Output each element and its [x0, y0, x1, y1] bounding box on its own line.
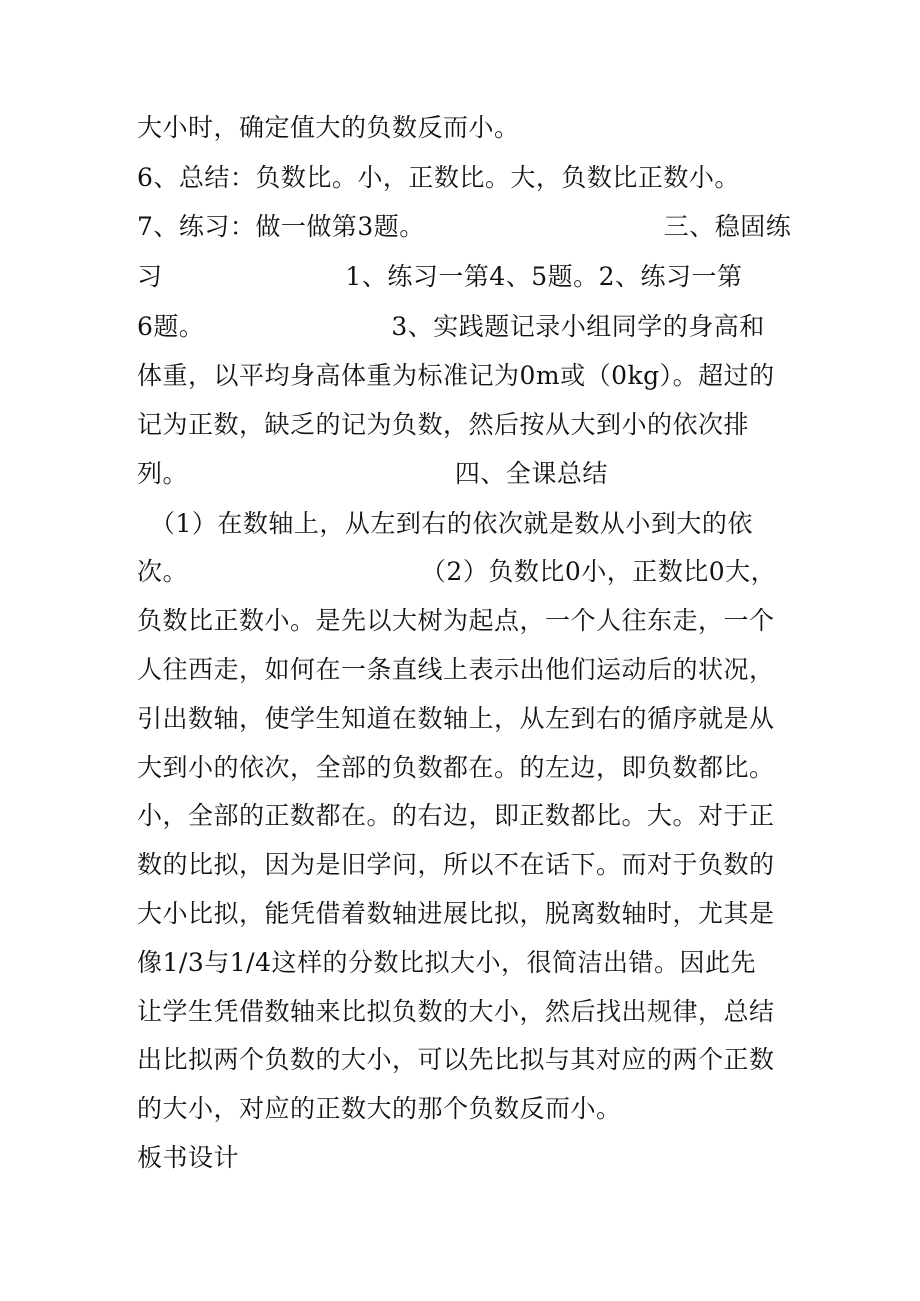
text-line-22: 板书设计	[137, 1143, 240, 1172]
text-line-9: （1）在数轴上，从左到右的依次就是数从小到大的依	[150, 509, 753, 538]
text-line-17: 大小比拟，能凭借着数轴进展比拟，脱离数轴时，尤其是	[137, 899, 775, 928]
text-line-10-part-a: 次。	[137, 557, 189, 586]
text-line-1: 大小时，确定值大的负数反而小。	[137, 113, 520, 142]
text-line-4	[137, 262, 743, 292]
text-line-5-part-b: 3、实践题记录小组同学的身高和	[391, 312, 765, 341]
text-line-19: 让学生凭借数轴来比拟负数的大小，然后找出规律，总结	[137, 997, 775, 1026]
text-line-8	[137, 459, 608, 489]
text-line-14: 大到小的依次，全部的负数都在。的左边，即负数都比。	[137, 753, 775, 782]
text-line-5-part-a: 6题。	[137, 312, 205, 341]
text-line-8-part-b: 四、全课总结	[454, 459, 608, 488]
text-line-18: 像1/3与1/4这样的分数比拟大小，很简洁出错。因此先	[137, 948, 756, 977]
text-line-3-part-a: 7、练习：做一做第3题。	[137, 212, 425, 241]
text-line-4-part-b: 1、练习一第4、5题。2、练习一第	[345, 262, 743, 291]
text-line-10-part-b: （2）负数比0小，正数比0大，	[420, 557, 777, 586]
text-line-12: 人往西走，如何在一条直线上表示出他们运动后的状况，	[137, 655, 775, 684]
text-line-10	[137, 557, 776, 587]
text-line-13: 引出数轴，使学生知道在数轴上，从左到右的循序就是从	[137, 704, 775, 733]
text-line-6: 体重，以平均身高体重为标准记为0m或（0kg）。超过的	[137, 361, 775, 390]
text-line-11: 负数比正数小。是先以大树为起点，一个人往东走，一个	[137, 606, 775, 635]
text-line-7: 记为正数，缺乏的记为负数，然后按从大到小的依次排	[137, 410, 750, 439]
text-line-3-part-b: 三、稳固练	[663, 212, 792, 241]
text-line-15: 小，全部的正数都在。的右边，即正数都比。大。对于正	[137, 801, 775, 830]
text-line-2: 6、总结：负数比。小，正数比。大，负数比正数小。	[137, 163, 740, 192]
text-line-16: 数的比拟，因为是旧学问，所以不在话下。而对于负数的	[137, 850, 775, 879]
text-line-20: 出比拟两个负数的大小，可以先比拟与其对应的两个正数	[137, 1045, 775, 1074]
text-line-4-part-a: 习	[137, 262, 163, 291]
text-line-5	[137, 312, 765, 342]
text-line-21: 的大小，对应的正数大的那个负数反而小。	[137, 1094, 622, 1123]
text-line-8-part-a: 列。	[137, 459, 189, 488]
text-line-3	[137, 212, 791, 242]
